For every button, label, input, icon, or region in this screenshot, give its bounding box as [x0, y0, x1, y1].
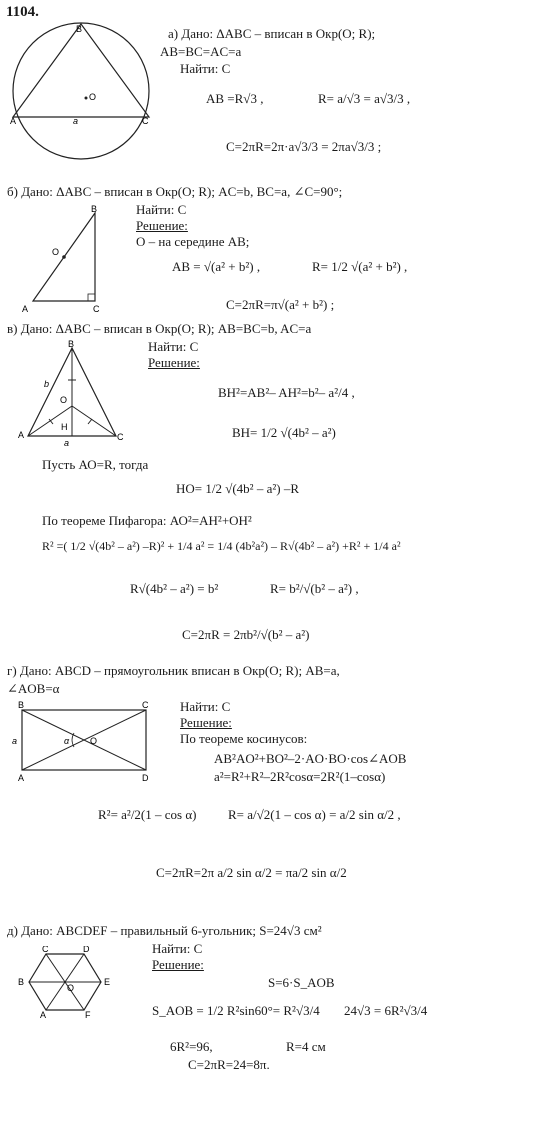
label-a: a [12, 736, 18, 746]
d-solution-label: Решение: [152, 957, 204, 972]
label-E: E [104, 977, 111, 987]
label-D: D [83, 946, 90, 954]
g-formula-1: AB²AO²+BO²–2·AO·BO·cos∠AOB [214, 751, 407, 766]
b-formula-3: C=2πR=π√(a² + b²) ; [226, 297, 335, 312]
label-A: A [10, 116, 17, 126]
label-B: B [76, 24, 83, 34]
a-formula-2: R= a/√3 = a√3/3 , [318, 91, 411, 106]
d-formula-4: 6R²=96, [170, 1039, 213, 1054]
d-formula-2: S_AOB = 1/2 R²sin60°= R²√3/4 [152, 1003, 320, 1018]
a-given-1: а) Дано: ΔABC – вписан в Окр(О; R); [168, 26, 376, 41]
g-find: Найти: С [180, 699, 231, 714]
g-given-2: ∠AOB=α [7, 681, 60, 696]
a-find: Найти: С [180, 61, 231, 76]
g-formula-5: C=2πR=2π a/2 sin α/2 = πa/2 sin α/2 [156, 865, 347, 880]
circumcircle-a [13, 23, 149, 159]
figure-b-right-triangle [20, 205, 120, 317]
b-given: б) Дано: ΔABC – вписан в Окр(О; R); AC=b, BC=a, ∠C=90°; [7, 184, 343, 199]
label-D: D [142, 773, 149, 783]
label-O: O [89, 92, 97, 102]
d-formula-1: S=6·S_AOB [268, 975, 335, 990]
v-formula-2: BH= 1/2 √(4b² – a²) [232, 425, 336, 440]
d-given: д) Дано: ABCDEF – правильный 6-угольник; S=24√3 см² [7, 923, 322, 938]
v-formula-7: C=2πR = 2πb²/√(b² – a²) [182, 627, 310, 642]
g-given-1: г) Дано: ABCD – прямоугольник вписан в Окр(О; R); AB=a, [7, 663, 340, 678]
label-C: C [93, 304, 100, 314]
problem-number: 1104. [6, 4, 39, 20]
label-F: F [85, 1010, 91, 1018]
b-solution-label: Решение: [136, 218, 188, 233]
label-O: O [52, 247, 60, 257]
label-a: a [73, 116, 79, 126]
label-A: A [18, 773, 25, 783]
label-B: B [91, 205, 98, 214]
v-formula-3: HO= 1/2 √(4b² – a²) –R [176, 481, 299, 496]
figure-g-rectangle [10, 700, 158, 784]
label-A: A [40, 1010, 47, 1018]
figure-d-hexagon [14, 946, 124, 1018]
label-H: H [61, 422, 68, 432]
g-solution-label: Решение: [180, 715, 232, 730]
v-given: в) Дано: ΔABC – вписан в Окр(О; R); AB=BC=b, AC=a [7, 321, 312, 336]
label-O: O [60, 395, 68, 405]
d-formula-5: R=4 см [286, 1039, 326, 1054]
b-step-1: О – на середине АВ; [136, 234, 250, 249]
label-B: B [68, 340, 75, 349]
center-point-a [85, 97, 88, 100]
label-O: O [67, 983, 75, 993]
v-step-1: Пусть АО=R, тогда [42, 457, 149, 472]
g-formula-2: a²=R²+R²–2R²cosα=2R²(1–cosα) [214, 769, 386, 784]
figure-a-circle-triangle [10, 20, 152, 162]
label-alpha: α [64, 736, 70, 746]
a-formula-1: AB =R√3 , [206, 91, 264, 106]
b-formula-1: AB = √(a² + b²) , [172, 259, 261, 274]
label-A: A [22, 304, 29, 314]
label-C: C [42, 946, 49, 954]
label-C: C [117, 432, 124, 442]
v-formula-6: R= b²/√(b² – a²) , [270, 581, 359, 596]
midpoint-O-b [62, 255, 66, 259]
g-formula-3: R²= a²/2(1 – cos α) [98, 807, 197, 822]
d-formula-6: C=2πR=24=8π. [188, 1057, 270, 1072]
a-formula-3: C=2πR=2π·a√3/3 = 2πa√3/3 ; [226, 139, 382, 154]
label-C: C [142, 700, 149, 710]
g-step-1: По теореме косинусов: [180, 731, 308, 746]
v-find: Найти: С [148, 339, 199, 354]
v-formula-1: BH²=AB²– AH²=b²– a²/4 , [218, 385, 355, 400]
label-C: C [142, 116, 149, 126]
b-formula-2: R= 1/2 √(a² + b²) , [312, 259, 408, 274]
v-solution-label: Решение: [148, 355, 200, 370]
label-b: b [44, 379, 50, 389]
v-step-2: По теореме Пифагора: АО²=АН²+ОН² [42, 513, 252, 528]
label-B: B [18, 700, 25, 710]
label-B: B [18, 977, 25, 987]
d-formula-3: 24√3 = 6R²√3/4 [344, 1003, 428, 1018]
a-given-2: AB=BC=AC=a [160, 44, 242, 59]
segment-CO [72, 406, 116, 436]
v-formula-4: R² =( 1/2 √(4b² – a²) –R)² + 1/4 a² = 1/4 (4b²a²) – R√(4b² – a²) +R² + 1/4 a² [42, 539, 401, 553]
label-O: O [90, 736, 98, 746]
label-A: A [18, 430, 25, 440]
figure-v-isosceles-triangle [18, 340, 128, 448]
g-formula-4: R= a/√2(1 – cos α) = a/2 sin α/2 , [228, 807, 401, 822]
d-find: Найти: С [152, 941, 203, 956]
triangle-abc-a [13, 24, 149, 117]
v-formula-5: R√(4b² – a²) = b² [130, 581, 219, 596]
b-find: Найти: С [136, 202, 187, 217]
label-a: a [64, 438, 70, 448]
right-angle-mark-b [88, 294, 95, 301]
